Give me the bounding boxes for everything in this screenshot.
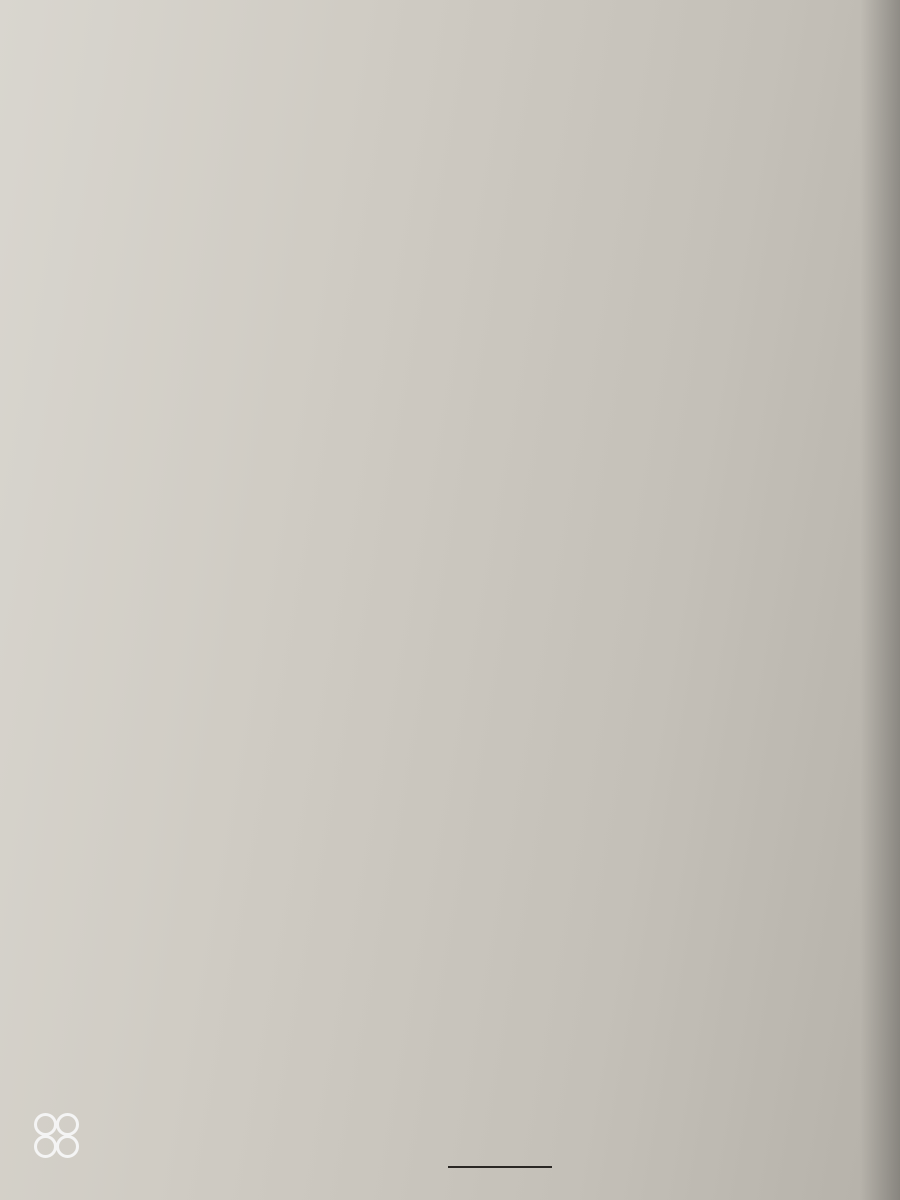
quad-camera-icon — [34, 1113, 78, 1157]
page-edge-shadow — [860, 0, 900, 1200]
section-rule — [448, 1166, 552, 1168]
camera-watermark — [34, 1112, 92, 1158]
